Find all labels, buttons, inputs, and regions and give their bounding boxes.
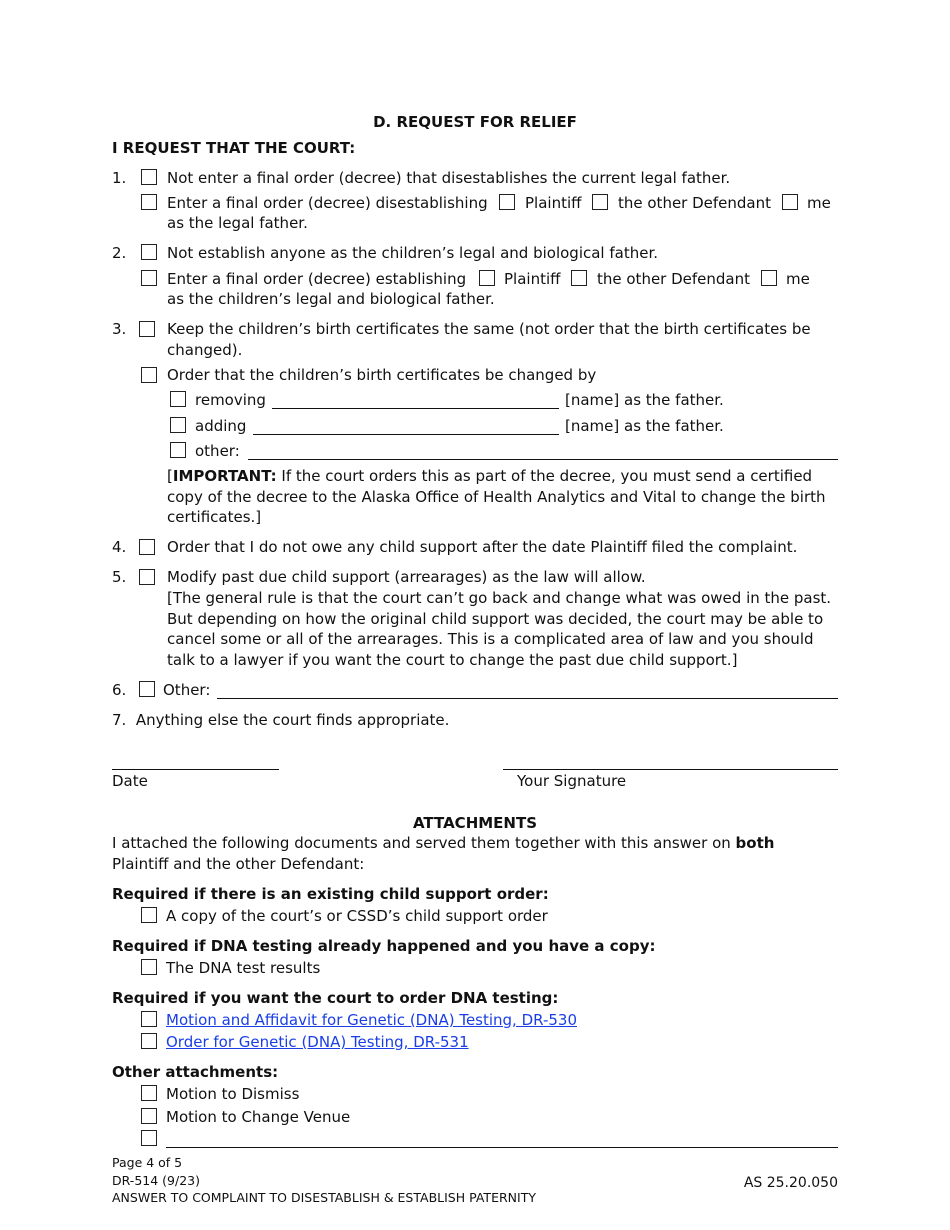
item5-line2: [The general rule is that the court can’t go back and change what was owed in the past. [167,589,832,607]
item1-b-checkbox[interactable] [141,194,157,210]
item3-b-text: Order that the children’s birth certificates be changed by [167,366,597,384]
item3-adding-name-line[interactable] [253,434,559,435]
attachments-intro-line1: I attached the following documents and served them together with this answer on both [112,834,775,852]
item2-b-continuation: as the children’s legal and biological father. [167,290,495,308]
item3-removing-suffix: [name] as the father. [565,391,724,409]
item4-text: Order that I do not owe any child support after the date Plaintiff filed the complaint. [167,538,798,556]
footer-statute: AS 25.20.050 [743,1175,838,1191]
group1-heading: Required if there is an existing child support order: [112,885,549,903]
item2-other-defendant-label: the other Defendant [597,270,751,288]
item1-other-defendant-checkbox[interactable] [592,194,608,210]
motion-venue-checkbox[interactable] [141,1108,157,1124]
item3-removing-name-line[interactable] [272,408,559,409]
item3-removing-checkbox[interactable] [170,391,186,407]
item3-other-label: other: [195,442,240,460]
item3-a-line2: changed). [167,341,243,359]
footer-form-title: ANSWER TO COMPLAINT TO DISESTABLISH & ESTABLISH PATERNITY [112,1190,536,1205]
item4-number: 4. [112,538,127,556]
item1-number: 1. [112,169,127,187]
item3-adding-suffix: [name] as the father. [565,417,724,435]
item3-number: 3. [112,320,127,338]
dr531-checkbox[interactable] [141,1033,157,1049]
item6-number: 6. [112,681,127,699]
item1-plaintiff-label: Plaintiff [525,194,582,212]
item3-important-line3: certificates.] [167,508,262,526]
item1-b-continuation: as the legal father. [167,214,308,232]
item5-line1: Modify past due child support (arrearages) as the law will allow. [167,568,646,586]
group2-heading: Required if DNA testing already happened and you have a copy: [112,937,656,955]
child-support-order-checkbox[interactable] [141,907,157,923]
group3-heading: Required if you want the court to order DNA testing: [112,989,559,1007]
signature-label: Your Signature [517,772,627,790]
item1-other-defendant-label: the other Defendant [618,194,772,212]
other-attachment-checkbox[interactable] [141,1130,157,1146]
item4-checkbox[interactable] [139,539,155,555]
item7-text: 7. Anything else the court finds appropriate. [112,711,450,729]
item6-label: Other: [163,681,211,699]
important-label: IMPORTANT: [172,467,277,485]
footer-page: Page 4 of 5 [112,1155,183,1170]
item1-a-text: Not enter a final order (decree) that disestablishes the current legal father. [167,169,731,187]
item3-b-checkbox[interactable] [141,367,157,383]
item3-other-checkbox[interactable] [170,442,186,458]
request-heading: I REQUEST THAT THE COURT: [112,139,356,157]
dr531-link[interactable]: Order for Genetic (DNA) Testing, DR-531 [166,1033,469,1051]
item5-line5: talk to a lawyer if you want the court to change the past due child support.] [167,651,738,669]
motion-venue-label: Motion to Change Venue [166,1108,351,1126]
item2-other-defendant-checkbox[interactable] [571,270,587,286]
date-line[interactable] [112,769,279,770]
motion-dismiss-checkbox[interactable] [141,1085,157,1101]
signature-line[interactable] [503,769,838,770]
item3-adding-checkbox[interactable] [170,417,186,433]
attachments-intro-line2: Plaintiff and the other Defendant: [112,855,365,873]
date-label: Date [112,772,148,790]
attachments-title: ATTACHMENTS [412,814,538,832]
dna-results-checkbox[interactable] [141,959,157,975]
item3-adding-label: adding [195,417,247,435]
item5-line3: But depending on how the original child support was decided, the court may be able to [167,610,824,628]
footer-form-id: DR-514 (9/23) [112,1173,200,1188]
item1-plaintiff-checkbox[interactable] [499,194,515,210]
item5-number: 5. [112,568,127,586]
item2-b-checkbox[interactable] [141,270,157,286]
item3-important-line2: copy of the decree to the Alaska Office of Health Analytics and Vital to change the birth [167,488,826,506]
item1-b-text: Enter a final order (decree) disestablishing [167,194,488,212]
item1-me-label: me [807,194,831,212]
child-support-order-label: A copy of the court’s or CSSD’s child support order [166,907,548,925]
dr530-link[interactable]: Motion and Affidavit for Genetic (DNA) Testing, DR-530 [166,1011,578,1029]
dna-results-label: The DNA test results [166,959,321,977]
item2-b-text: Enter a final order (decree) establishing [167,270,467,288]
item2-me-label: me [786,270,810,288]
other-attachment-line[interactable] [166,1147,838,1148]
item2-plaintiff-label: Plaintiff [504,270,561,288]
item2-number: 2. [112,244,127,262]
item3-important-line1: [IMPORTANT: If the court orders this as part of the decree, you must send a certified [167,467,813,485]
group4-heading: Other attachments: [112,1063,279,1081]
item2-a-checkbox[interactable] [141,244,157,260]
item3-a-checkbox[interactable] [139,321,155,337]
item3-a-line1: Keep the children’s birth certificates the same (not order that the birth certificates be [167,320,811,338]
item6-checkbox[interactable] [139,681,155,697]
item2-me-checkbox[interactable] [761,270,777,286]
item2-plaintiff-checkbox[interactable] [479,270,495,286]
item1-me-checkbox[interactable] [782,194,798,210]
dr530-checkbox[interactable] [141,1011,157,1027]
item6-other-line[interactable] [217,698,838,699]
item3-removing-label: removing [195,391,266,409]
section-title: D. REQUEST FOR RELIEF [373,113,577,131]
item5-checkbox[interactable] [139,569,155,585]
motion-dismiss-label: Motion to Dismiss [166,1085,300,1103]
item5-line4: cancel some or all of the arrearages. This is a complicated area of law and you should [167,630,814,648]
item2-a-text: Not establish anyone as the children’s legal and biological father. [167,244,659,262]
item3-other-line[interactable] [248,459,838,460]
item1-a-checkbox[interactable] [141,169,157,185]
